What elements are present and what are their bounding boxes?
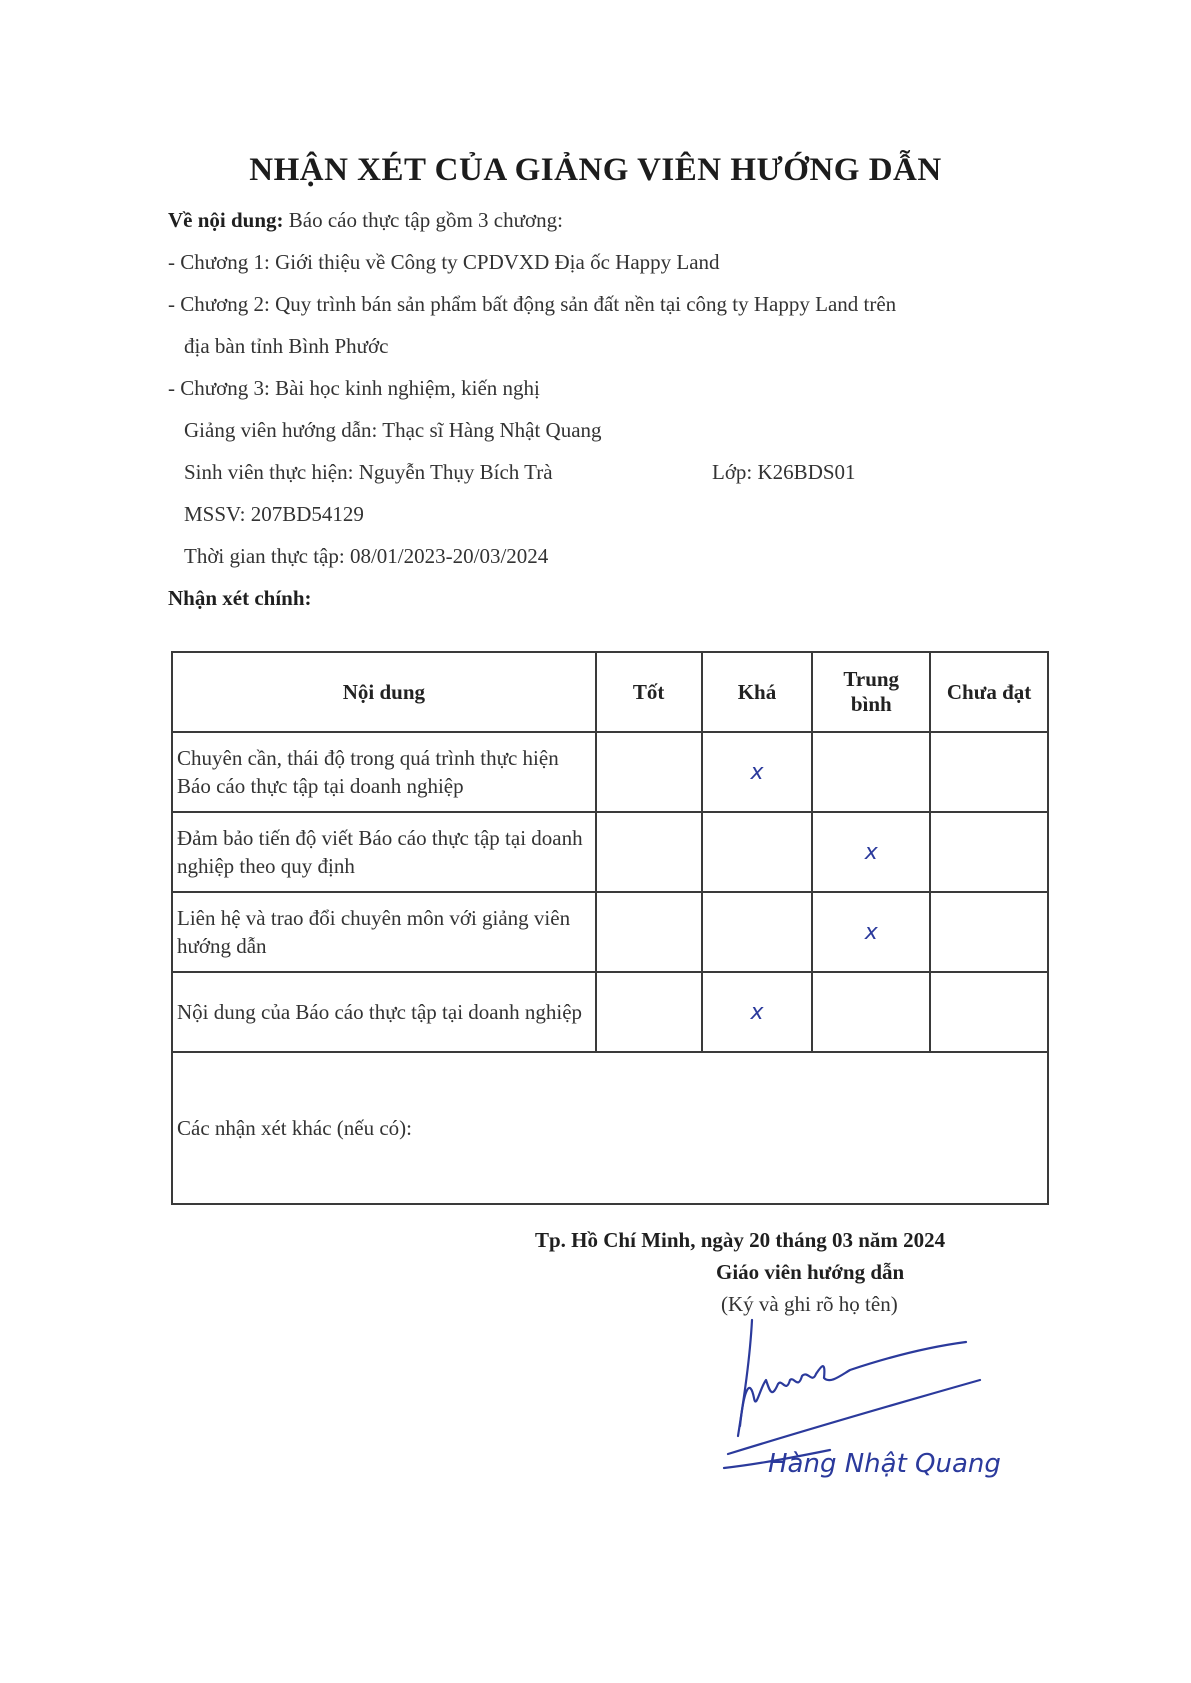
content-label: Về nội dung: [168, 208, 284, 232]
fair-cell [702, 732, 813, 812]
page-title: NHẬN XÉT CỦA GIẢNG VIÊN HƯỚNG DẪN [249, 152, 942, 188]
header-average-line-1: Trung [843, 667, 900, 691]
header-fair: Khá [702, 652, 813, 732]
criterion-cell: Đảm bảo tiến độ viết Báo cáo thực tập tại doanh nghiệp theo quy định [172, 812, 596, 892]
signature-name-text: Hàng Nhật Quang [768, 1449, 1001, 1479]
chapter-2-line-2: địa bàn tỉnh Bình Phước [184, 334, 389, 358]
other-comments-cell: Các nhận xét khác (nếu có): [172, 1052, 1048, 1204]
fail-cell [930, 812, 1048, 892]
table-row [172, 972, 1048, 1052]
table-row [172, 892, 1048, 972]
handwritten-signature [720, 1318, 1020, 1488]
content-intro [168, 208, 563, 233]
good-cell [596, 732, 702, 812]
header-good: Tốt [596, 652, 702, 732]
signature-instruction: (Ký và ghi rõ họ tên) [721, 1292, 898, 1316]
header-average [812, 652, 930, 732]
header-content: Nội dung [172, 652, 596, 732]
fair-cell [702, 892, 813, 972]
fail-cell [930, 732, 1048, 812]
signature-role: Giáo viên hướng dẫn [716, 1260, 905, 1284]
criterion-cell: Nội dung của Báo cáo thực tập tại doanh nghiệp [172, 972, 596, 1052]
chapter-2-line-1: - Chương 2: Quy trình bán sản phẩm bất động sản đất nền tại công ty Happy Land trên [168, 292, 897, 316]
average-cell [812, 812, 930, 892]
header-fail: Chưa đạt [930, 652, 1048, 732]
criterion-cell: Chuyên cần, thái độ trong quá trình thực hiện Báo cáo thực tập tại doanh nghiệp [172, 732, 596, 812]
check-mark: x [864, 839, 878, 865]
table-row [172, 812, 1048, 892]
class-line: Lớp: K26BDS01 [712, 460, 856, 484]
check-mark: x [864, 919, 878, 945]
average-cell [812, 732, 930, 812]
fair-cell [702, 812, 813, 892]
good-cell [596, 892, 702, 972]
content-text: Báo cáo thực tập gồm 3 chương: [283, 208, 563, 232]
average-cell [812, 892, 930, 972]
other-comments-row [172, 1052, 1048, 1204]
fair-cell [702, 972, 813, 1052]
period-line: Thời gian thực tập: 08/01/2023-20/03/2024 [184, 544, 549, 568]
good-cell [596, 972, 702, 1052]
good-cell [596, 812, 702, 892]
student-line: Sinh viên thực hiện: Nguyễn Thụy Bích Trà [184, 460, 553, 484]
check-mark: x [750, 759, 764, 785]
criterion-cell: Liên hệ và trao đổi chuyên môn với giảng viên hướng dẫn [172, 892, 596, 972]
main-comment-label: Nhận xét chính: [168, 586, 312, 610]
chapter-3: - Chương 3: Bài học kinh nghiệm, kiến nghị [168, 376, 540, 400]
place-date: Tp. Hồ Chí Minh, ngày 20 tháng 03 năm 2024 [535, 1228, 946, 1252]
average-cell [812, 972, 930, 1052]
instructor-line: Giảng viên hướng dẫn: Thạc sĩ Hàng Nhật Quang [184, 418, 602, 442]
fail-cell [930, 892, 1048, 972]
table-header-row [172, 652, 1048, 732]
student-id-line: MSSV: 207BD54129 [184, 502, 364, 526]
fail-cell [930, 972, 1048, 1052]
check-mark: x [750, 999, 764, 1025]
table-row [172, 732, 1048, 812]
chapter-1: - Chương 1: Giới thiệu về Công ty CPDVXD Địa ốc Happy Land [168, 250, 720, 274]
header-average-line-2: bình [850, 692, 892, 716]
evaluation-table [171, 651, 1049, 1205]
